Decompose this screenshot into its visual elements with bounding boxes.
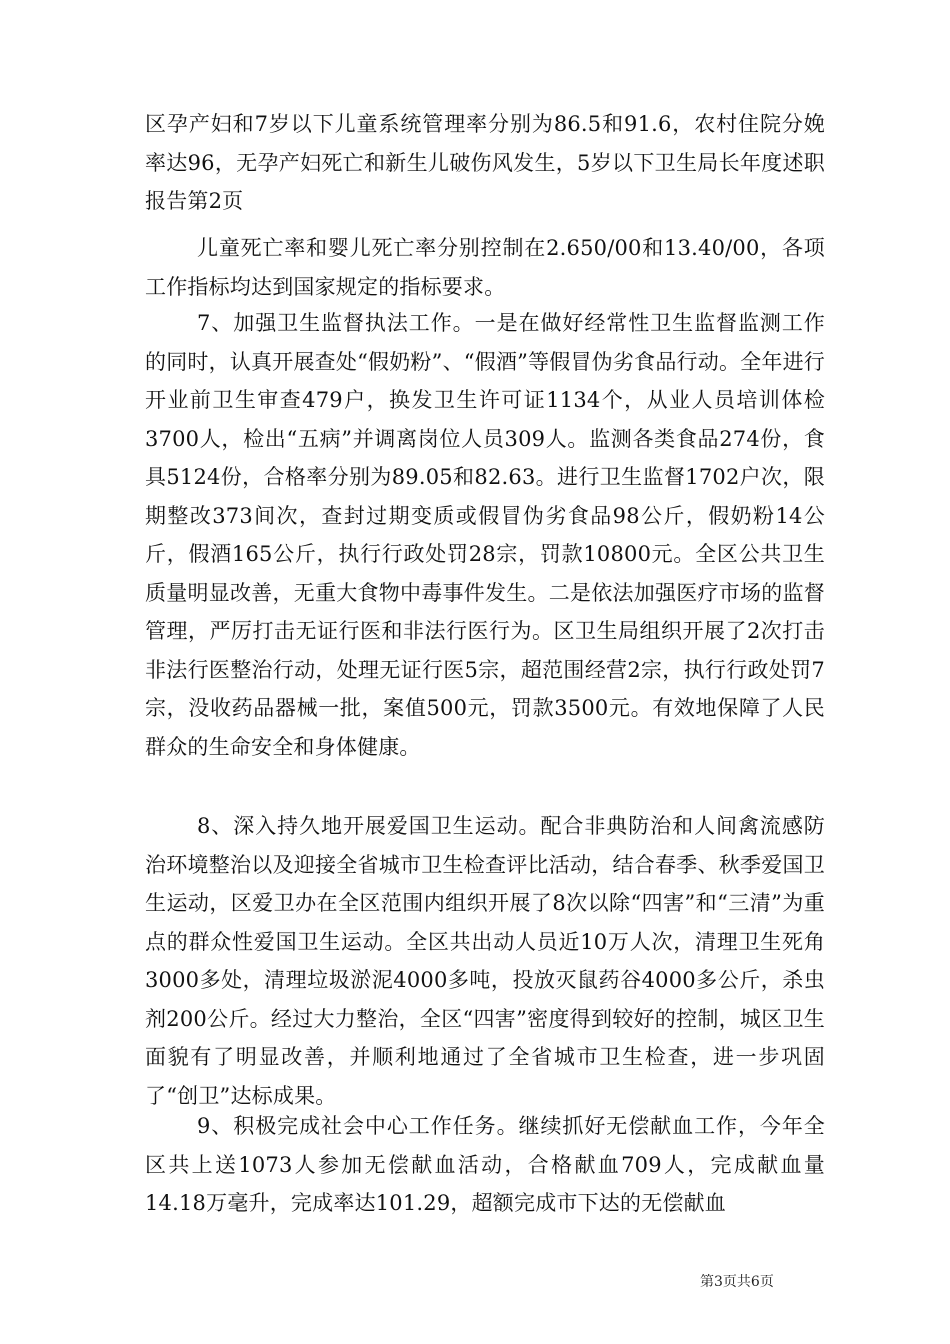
paragraph-child-mortality: 儿童死亡率和婴儿死亡率分别控制在2.650/00和13.40/00，各项工作指标均达到国家规定的指标要求。 xyxy=(145,236,825,299)
paragraph-item-9: 9、积极完成社会中心工作任务。继续抓好无偿献血工作，今年全区共上送1073人参加无偿献血活动，合格献血709人，完成献血量14.18万毫升，完成率达101.29，超额完成市下达的无偿献血 xyxy=(145,1114,825,1215)
paragraph-item-8: 8、深入持久地开展爱国卫生运动。配合非典防治和人间禽流感防治环境整治以及迎接全省城市卫生检查评比活动，结合春季、秋季爱国卫生运动，区爱卫办在全区范围内组织开展了8次以除“四害”和“三清”为重点的群众性爱国卫生运动。全区共出动人员近10万人次，清理卫生死角3000多处，清理垃圾淤泥4000多吨，投放灭鼠药谷4000多公斤，杀虫剂200公斤。经过大力整治，全区“四害”密度得到较好的控制，城区卫生面貌有了明显改善，并顺利地通过了全省城市卫生检查，进一步巩固了“创卫”达标成果。 xyxy=(145,814,825,1108)
paragraph-continuation: 区孕产妇和7岁以下儿童系统管理率分别为86.5和91.6，农村住院分娩率达96，无孕产妇死亡和新生儿破伤风发生，5岁以下卫生局长年度述职报告第2页 xyxy=(145,112,825,213)
paragraph-item-7: 7、加强卫生监督执法工作。一是在做好经常性卫生监督监测工作的同时，认真开展查处“假奶粉”、“假酒”等假冒伪劣食品行动。全年进行开业前卫生审查479户，换发卫生许可证1134个，从业人员培训体检3700人，检出“五病”并调离岗位人员309人。监测各类食品274份，食具5124份，合格率分别为89.05和82.63。进行卫生监督1702户次，限期整改373间次，查封过期变质或假冒伪劣食品98公斤，假奶粉14公斤，假酒165公斤，执行行政处罚28宗，罚款10800元。全区公共卫生质量明显改善，无重大食物中毒事件发生。二是依法加强医疗市场的监督管理，严厉打击无证行医和非法行医行为。区卫生局组织开展了2次打击非法行医整治行动，处理无证行医5宗，超范围经营2宗，执行行政处罚7宗，没收药品器械一批，案值500元，罚款3500元。有效地保障了人民群众的生命安全和身体健康。 xyxy=(145,311,825,759)
page-number-footer: 第3页共6页 xyxy=(700,1274,774,1290)
